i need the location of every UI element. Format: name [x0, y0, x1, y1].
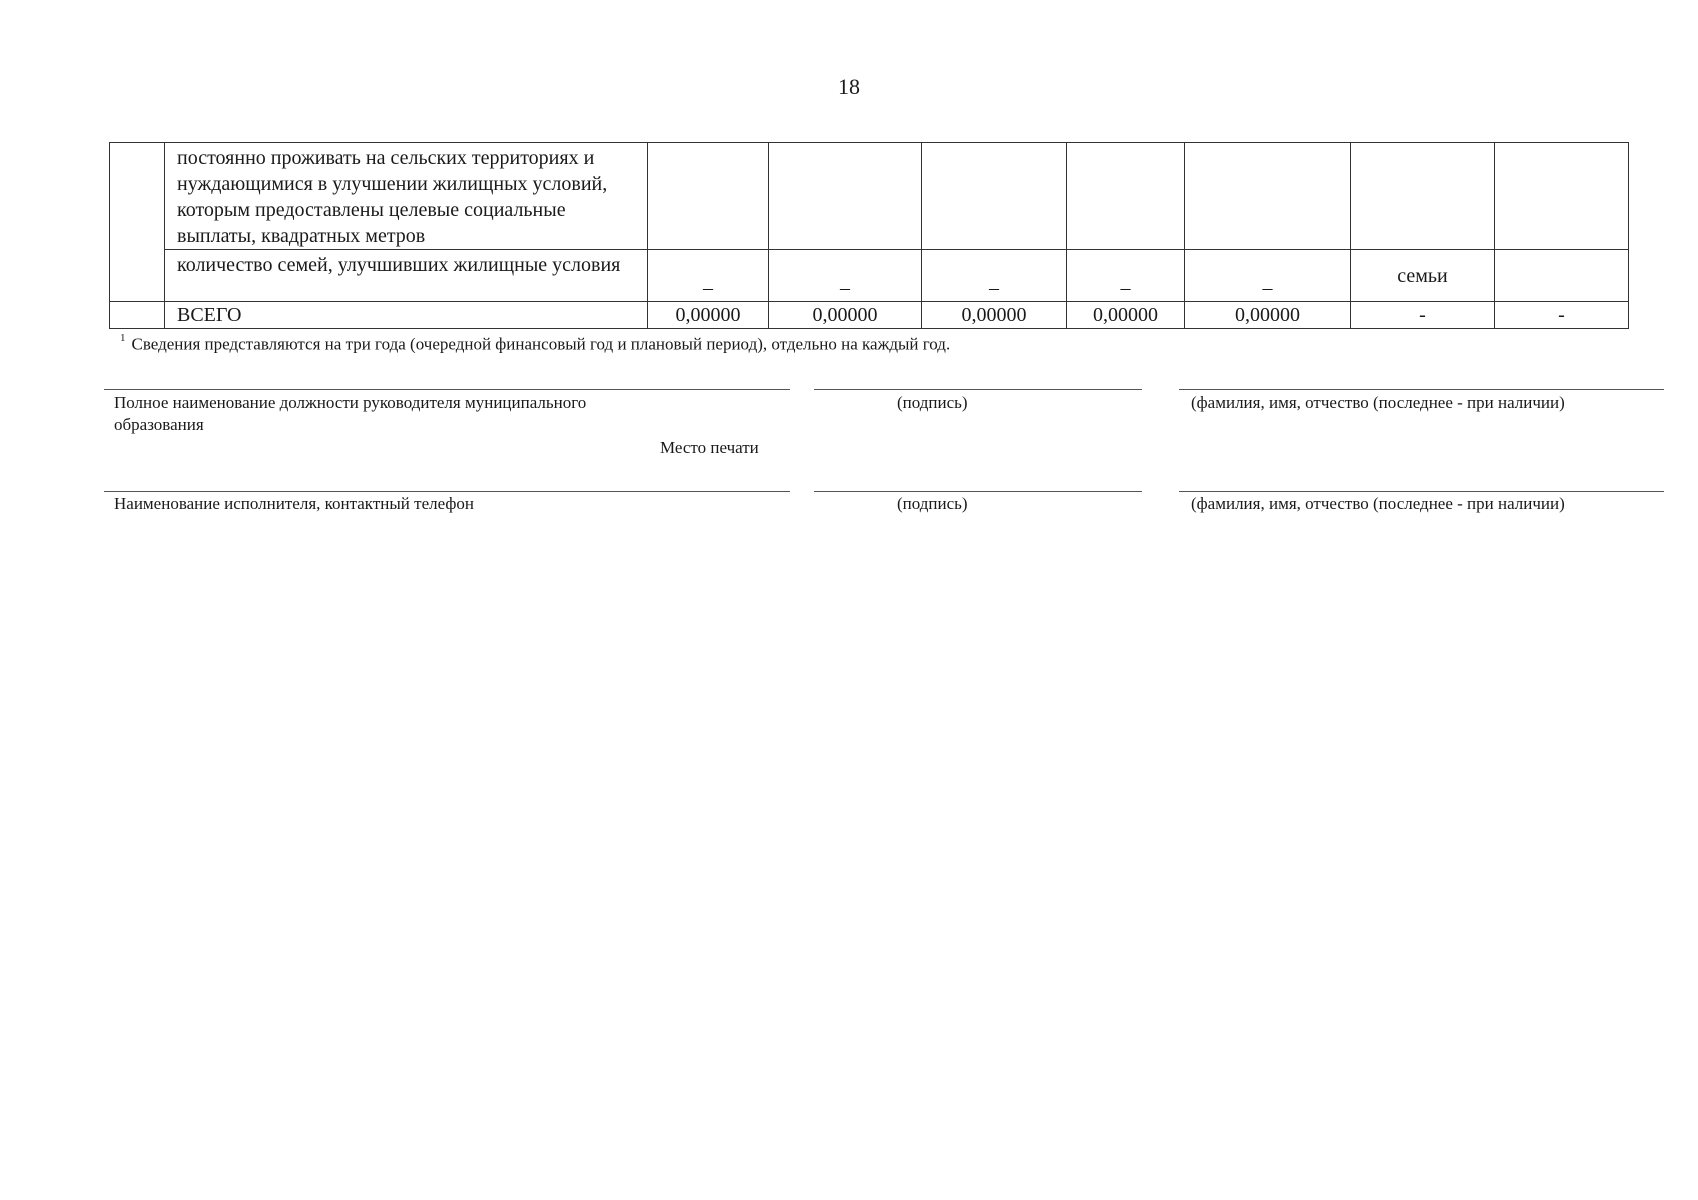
signature-label: (подпись) [897, 393, 968, 412]
value-cell [1067, 143, 1185, 250]
value-cell: – [1185, 250, 1351, 302]
row-label: количество семей, улучшивших жилищные условия [165, 250, 648, 302]
footnote-marker: 1 [120, 332, 126, 344]
fio-line [1179, 491, 1664, 492]
page-number: 18 [838, 74, 860, 99]
value-cell [769, 143, 922, 250]
value-cell [922, 143, 1067, 250]
total-label: ВСЕГО [165, 302, 648, 329]
value-cell [1185, 143, 1351, 250]
total-value: 0,00000 [1067, 302, 1185, 329]
total-value: 0,00000 [648, 302, 769, 329]
total-row [110, 302, 1629, 329]
row-label: постоянно проживать на сельских территориях и нуждающимися в улучшении жилищных условий, которым предоставлены целевые социальные выплаты, квадратных метров [165, 143, 648, 250]
total-value: 0,00000 [922, 302, 1067, 329]
value-cell: – [1067, 250, 1185, 302]
last-cell [1495, 250, 1629, 302]
signature-line [814, 491, 1142, 492]
value-cell: – [648, 250, 769, 302]
executor-label: Наименование исполнителя, контактный телефон [114, 494, 474, 513]
footnote [120, 334, 950, 355]
value-cell: – [922, 250, 1067, 302]
footnote-text: Сведения представляются на три года (очередной финансовый год и плановый период), отдельно на каждый год. [131, 334, 951, 354]
value-cell [648, 143, 769, 250]
index-cell [110, 302, 165, 329]
report-table [109, 142, 1629, 329]
signature-label: (подпись) [897, 494, 968, 513]
unit-cell [1351, 143, 1495, 250]
head-position-label: Полное наименование должности руководителя муниципального [114, 393, 587, 412]
total-last: - [1495, 302, 1629, 329]
last-cell [1495, 143, 1629, 250]
fio-label: (фамилия, имя, отчество (последнее - при наличии) [1191, 494, 1565, 513]
unit-cell: семьи [1351, 250, 1495, 302]
total-unit: - [1351, 302, 1495, 329]
head-position-line [104, 389, 790, 390]
table-row [110, 250, 1629, 302]
signature-line [814, 389, 1142, 390]
head-position-label-line2: образования [114, 415, 204, 434]
total-value: 0,00000 [1185, 302, 1351, 329]
value-cell: – [769, 250, 922, 302]
fio-line [1179, 389, 1664, 390]
fio-label: (фамилия, имя, отчество (последнее - при наличии) [1191, 393, 1565, 412]
executor-line [104, 491, 790, 492]
table-row [110, 143, 1629, 250]
index-cell [110, 143, 165, 302]
total-value: 0,00000 [769, 302, 922, 329]
stamp-place: Место печати [660, 438, 759, 457]
